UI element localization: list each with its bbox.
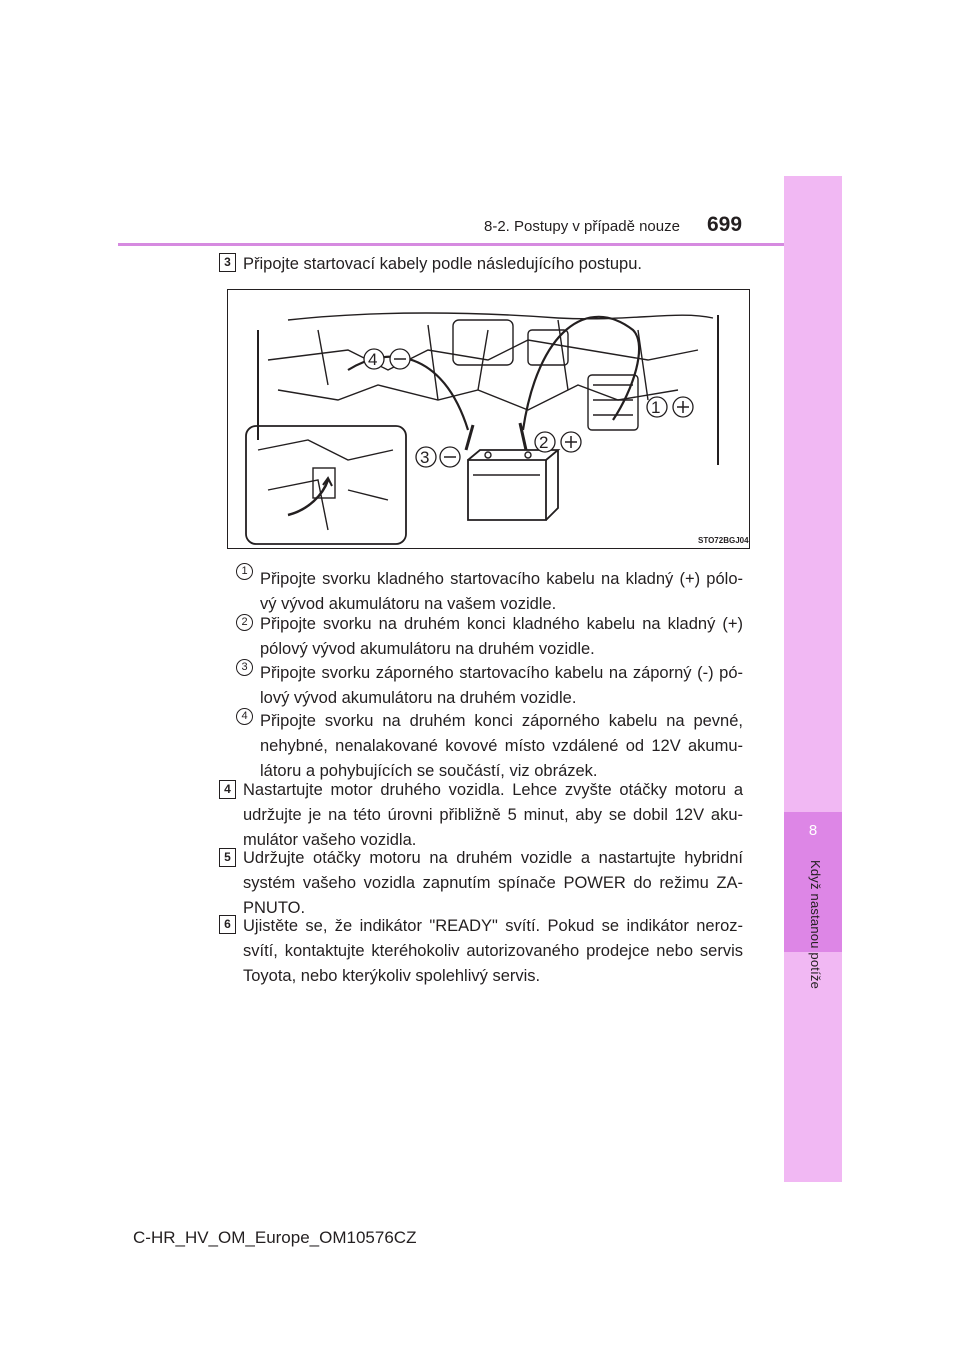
- step-5-text: Udržujte otáčky motoru na druhém vozidle a nastartujte hybridní systém vašeho vozidla zapnutím spínače POWER do režimu ZA-PNUTO.: [243, 849, 743, 917]
- chapter-number: 8: [808, 822, 818, 839]
- callout-1: 1: [651, 398, 661, 417]
- jump-start-illustration: [227, 289, 750, 549]
- figure-code: STO72BGJ04: [698, 536, 749, 545]
- step-3-label: 3: [219, 253, 236, 272]
- document-id: C-HR_HV_OM_Europe_OM10576CZ: [133, 1228, 417, 1247]
- section-title: 8-2. Postupy v případě nouze: [484, 218, 680, 235]
- substep-3-label: 3: [236, 659, 253, 676]
- callout-4: 4: [368, 350, 378, 369]
- substep-4-text: Připojte svorku na druhém konci záporného kabelu na pevné, nehybné, nenalakované kovové místo vzdálené od 12V akumu-látoru a pohybujících se součástí, viz obrázek.: [260, 712, 743, 780]
- substep-4-label: 4: [236, 708, 253, 725]
- step-6-label: 6: [219, 915, 236, 934]
- substep-3-text: Připojte svorku záporného startovacího kabelu na záporný (-) pó-lový vývod akumulátoru na druhém vozidle.: [260, 664, 743, 707]
- page-number: 699: [707, 213, 743, 236]
- substep-2-text: Připojte svorku na druhém konci kladného kabelu na kladný (+) pólový vývod akumulátoru na druhém vozidle.: [260, 615, 743, 658]
- step-5-label: 5: [219, 848, 236, 867]
- substep-1-label: 1: [236, 563, 253, 580]
- substep-1-text: Připojte svorku kladného startovacího kabelu na kladný (+) pólo-vý vývod akumulátoru na vašem vozidle.: [260, 570, 743, 613]
- header-rule: [118, 243, 784, 246]
- chapter-title: Když nastanou potíže: [808, 860, 823, 990]
- step-3-text: Připojte startovací kabely podle následujícího postupu.: [243, 255, 642, 273]
- step-4-label: 4: [219, 780, 236, 799]
- step-6-text: Ujistěte se, že indikátor "READY" svítí. Pokud se indikátor neroz-svítí, kontaktujte kteréhokoliv autorizovaného prodejce nebo servis Toyota, nebo kterýkoliv spolehlivý servis.: [243, 917, 743, 985]
- callout-3: 3: [420, 448, 430, 467]
- chapter-side-strip: [784, 176, 842, 1182]
- engine-bay-drawing: [228, 290, 750, 549]
- substep-2-label: 2: [236, 614, 253, 631]
- callout-2: 2: [539, 433, 549, 452]
- step-4-text: Nastartujte motor druhého vozidla. Lehce zvyšte otáčky motoru a udržujte je na této úrovni přibližně 5 minut, aby se dobil 12V aku-mulátor vašeho vozidla.: [243, 781, 743, 849]
